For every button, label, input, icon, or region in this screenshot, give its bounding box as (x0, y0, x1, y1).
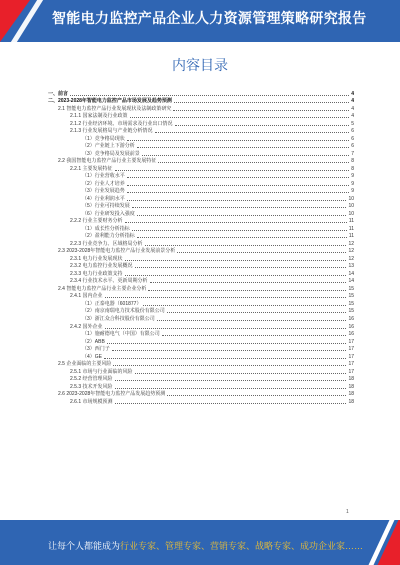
toc-entry-page: 5 (351, 120, 354, 127)
toc-entry[interactable] (48, 390, 354, 398)
toc-entry-label: 二、2023-2028年智能电力监控产品市场发展及趋势预测 (48, 98, 172, 105)
toc-leader-dots (175, 125, 350, 126)
toc-leader-dots (137, 237, 347, 238)
toc-entry-page: 9 (351, 188, 354, 195)
toc-leader-dots (145, 245, 347, 246)
toc-entry-label: 2.2.2 行业主要财务分析 (70, 218, 123, 225)
toc-entry-label: （3）竞争格局及发展前景 (82, 150, 140, 157)
toc-entry-page: 6 (351, 135, 354, 142)
toc-entry-page: 8 (351, 158, 354, 165)
toc-leader-dots (125, 275, 347, 276)
toc-entry[interactable] (48, 112, 354, 120)
toc-leader-dots (132, 230, 347, 231)
toc-entry-page: 6 (351, 128, 354, 135)
toc-entry[interactable] (48, 375, 354, 383)
toc-entry[interactable] (48, 254, 354, 262)
toc-entry-label: 2.1.2 行业经济环境、市场需求及行业出口情况 (70, 120, 173, 127)
toc-entry-label: 2.3.2 电力监控行业发展概况 (70, 263, 133, 270)
toc-entry[interactable] (48, 142, 354, 150)
toc-entry[interactable] (48, 345, 354, 353)
toc-entry-label: 2.6 2023-2028年智能电力监控产品发展趋势预测 (58, 391, 166, 398)
toc-entry[interactable] (48, 89, 354, 97)
toc-entry-label: 2.4.2 国外企业 (70, 323, 103, 330)
toc-entry-label: 2.1.3 行业发展格局与产业链分析情况 (70, 128, 153, 135)
toc-entry-page: 17 (348, 368, 354, 375)
toc-entry-label: （2）行业人才培养 (82, 180, 125, 187)
toc-entry-page: 11 (348, 225, 354, 232)
toc-leader-dots (127, 185, 349, 186)
toc-entry-page: 11 (348, 218, 354, 225)
toc-entry[interactable] (48, 330, 354, 338)
toc-entry-page: 15 (348, 308, 354, 315)
toc-heading: 内容目录 (172, 57, 228, 73)
toc-entry-label: （1）施耐德电气（中国）有限公司 (82, 331, 160, 338)
toc-entry-page: 9 (351, 180, 354, 187)
toc-entry-label: 一、前言 (48, 90, 69, 97)
toc-entry[interactable] (48, 307, 354, 315)
toc-entry-page: 4 (351, 90, 354, 97)
toc-entry-page: 8 (351, 165, 354, 172)
toc-leader-dots (167, 312, 347, 313)
toc-entry-page: 15 (348, 300, 354, 307)
table-of-contents (48, 89, 354, 405)
footer-slogan (48, 539, 363, 552)
toc-entry-label: （1）竞争格局现状 (82, 135, 125, 142)
toc-entry-label: （1）正泰电器（601877） (82, 300, 142, 307)
toc-leader-dots (173, 110, 349, 111)
toc-leader-dots (127, 192, 349, 193)
toc-entry[interactable] (48, 382, 354, 390)
toc-entry-label: 2.3.3 电力行业政策支持 (70, 270, 123, 277)
toc-entry-label: 2.1.1 国家法制及行业政策 (70, 113, 128, 120)
toc-entry-page: 15 (348, 293, 354, 300)
toc-leader-dots (127, 140, 349, 141)
toc-entry-page: 10 (348, 195, 354, 202)
toc-entry-label: （2）产业链上下游分析 (82, 143, 135, 150)
toc-entry-page: 12 (348, 255, 354, 262)
toc-entry-label: 2.5 企业面临的主要风险 (58, 361, 112, 368)
report-header (0, 0, 400, 42)
toc-entry-label: 2.3.4 行业技术水平、更新周期分析 (70, 278, 148, 285)
toc-leader-dots (115, 380, 347, 381)
toc-entry[interactable] (48, 299, 354, 307)
toc-entry-label: 2.6.1 市场规模预测 (70, 398, 113, 405)
toc-entry[interactable] (48, 360, 354, 368)
page-number: 1 (346, 509, 349, 515)
toc-entry[interactable] (48, 247, 354, 255)
footer-slogan-tagline: 行业专家、管理专家、营销专家、战略专家、成功企业家…… (120, 541, 364, 551)
toc-entry-page: 7 (351, 150, 354, 157)
toc-entry-page: 13 (348, 263, 354, 270)
toc-entry-label: 2.3 2023-2028年智能电力监控产品行业发展前景分析 (58, 248, 176, 255)
toc-entry-page: 11 (348, 233, 354, 240)
toc-entry[interactable] (48, 194, 354, 202)
toc-entry-page: 12 (348, 248, 354, 255)
toc-leader-dots (167, 395, 346, 396)
toc-entry-label: （4）GE (82, 353, 103, 360)
toc-entry[interactable] (48, 284, 354, 292)
report-title: 智能电力监控产品企业人力资源管理策略研究报告 (52, 10, 367, 26)
toc-entry-page: 10 (348, 210, 354, 217)
toc-entry-label: （2）南京南瑞电力技术股份有限公司 (82, 308, 165, 315)
toc-entry-label: 2.4.1 国内企业 (70, 293, 103, 300)
toc-leader-dots (70, 95, 349, 96)
toc-entry[interactable] (48, 224, 354, 232)
toc-entry[interactable] (48, 172, 354, 180)
toc-entry-page: 4 (351, 105, 354, 112)
toc-leader-dots (150, 282, 347, 283)
toc-entry[interactable] (48, 209, 354, 217)
toc-entry[interactable] (48, 367, 354, 375)
toc-entry-label: （5）行业可持续发展 (82, 203, 130, 210)
toc-leader-dots (135, 373, 347, 374)
toc-entry[interactable] (48, 269, 354, 277)
toc-leader-dots (107, 343, 347, 344)
toc-leader-dots (137, 215, 347, 216)
toc-entry-label: 2.3.1 电力行业发展现状 (70, 255, 123, 262)
toc-entry[interactable] (48, 292, 354, 300)
toc-entry-page: 10 (348, 203, 354, 210)
toc-entry[interactable] (48, 187, 354, 195)
toc-entry[interactable] (48, 134, 354, 142)
toc-leader-dots (148, 290, 346, 291)
toc-leader-dots (105, 328, 347, 329)
toc-leader-dots (113, 365, 346, 366)
toc-entry[interactable] (48, 164, 354, 172)
toc-entry-label: （3）西门子 (82, 346, 110, 353)
toc-entry[interactable] (48, 314, 354, 322)
toc-entry[interactable] (48, 352, 354, 360)
toc-entry[interactable] (48, 239, 354, 247)
toc-entry-page: 16 (348, 315, 354, 322)
toc-leader-dots (155, 132, 350, 133)
toc-entry-label: （6）行业研发投入强度 (82, 210, 135, 217)
toc-entry[interactable] (48, 104, 354, 112)
toc-entry[interactable] (48, 217, 354, 225)
toc-leader-dots (115, 170, 350, 171)
toc-entry-label: （2）盈利能力分析指标 (82, 233, 135, 240)
toc-entry[interactable] (48, 119, 354, 127)
toc-entry-page: 9 (351, 173, 354, 180)
toc-entry-page: 17 (348, 361, 354, 368)
toc-leader-dots (135, 267, 347, 268)
toc-entry-label: 2.1 智能电力监控产品行业发展现状及法制政策研究 (58, 105, 172, 112)
toc-entry-page: 6 (351, 143, 354, 150)
toc-entry-label: 2.2.3 行业竞争力、区域格局分析 (70, 240, 143, 247)
report-footer (0, 520, 400, 565)
toc-leader-dots (125, 222, 347, 223)
toc-entry[interactable] (48, 277, 354, 285)
toc-entry[interactable] (48, 97, 354, 105)
toc-entry-page: 17 (348, 338, 354, 345)
toc-entry[interactable] (48, 262, 354, 270)
toc-entry-label: 2.2 我国智能电力监控产品行业主要发展特征 (58, 158, 157, 165)
toc-entry-page: 18 (348, 398, 354, 405)
toc-leader-dots (142, 155, 349, 156)
toc-leader-dots (162, 335, 347, 336)
footer-slogan-lead: 让每个人都能成为 (48, 541, 121, 551)
toc-leader-dots (137, 147, 349, 148)
toc-leader-dots (112, 350, 347, 351)
toc-leader-dots (115, 388, 347, 389)
toc-entry-label: （1）成长性分析指标 (82, 225, 130, 232)
toc-leader-dots (105, 297, 347, 298)
toc-entry[interactable] (48, 337, 354, 345)
toc-entry-page: 15 (348, 285, 354, 292)
toc-entry-page: 17 (348, 353, 354, 360)
toc-entry-page: 14 (348, 270, 354, 277)
toc-entry-page: 18 (348, 376, 354, 383)
toc-entry[interactable] (48, 149, 354, 157)
toc-leader-dots (143, 305, 346, 306)
toc-entry[interactable] (48, 127, 354, 135)
toc-entry-page: 4 (351, 113, 354, 120)
toc-entry[interactable] (48, 232, 354, 240)
toc-entry-label: （2）ABB (82, 338, 105, 345)
toc-entry-page: 18 (348, 383, 354, 390)
toc-leader-dots (132, 207, 347, 208)
toc-entry-label: （3）行业发展趋势 (82, 188, 125, 195)
toc-entry[interactable] (48, 179, 354, 187)
toc-entry-page: 18 (348, 391, 354, 398)
toc-leader-dots (130, 117, 350, 118)
toc-leader-dots (157, 320, 347, 321)
toc-entry-page: 16 (348, 323, 354, 330)
toc-leader-dots (158, 162, 349, 163)
toc-entry-label: （1）行业营收水平 (82, 173, 125, 180)
toc-leader-dots (127, 200, 347, 201)
toc-entry-page: 12 (348, 240, 354, 247)
toc-entry-page: 16 (348, 331, 354, 338)
toc-entry-label: （3）浙江众合科技股份有限公司 (82, 315, 155, 322)
toc-entry[interactable] (48, 397, 354, 405)
toc-entry-page: 14 (348, 278, 354, 285)
toc-entry-label: 2.5.3 技术开发风险 (70, 383, 113, 390)
toc-entry-label: （4）行业利润水平 (82, 195, 125, 202)
toc-entry-page: 4 (351, 98, 354, 105)
toc-entry-label: 2.2.1 主要发展特征 (70, 165, 113, 172)
toc-leader-dots (127, 177, 349, 178)
toc-entry-label: 2.5.2 经营管理风险 (70, 376, 113, 383)
toc-leader-dots (174, 102, 349, 103)
toc-leader-dots (115, 403, 347, 404)
toc-entry-label: 2.5.1 市场与行业面临的风险 (70, 368, 133, 375)
toc-leader-dots (125, 260, 347, 261)
toc-entry-label: 2.4 智能电力监控产品行业主要企业分析 (58, 285, 147, 292)
toc-entry[interactable] (48, 202, 354, 210)
toc-entry-page: 17 (348, 346, 354, 353)
toc-leader-dots (104, 358, 346, 359)
toc-leader-dots (177, 252, 346, 253)
toc-entry[interactable] (48, 157, 354, 165)
toc-entry[interactable] (48, 322, 354, 330)
